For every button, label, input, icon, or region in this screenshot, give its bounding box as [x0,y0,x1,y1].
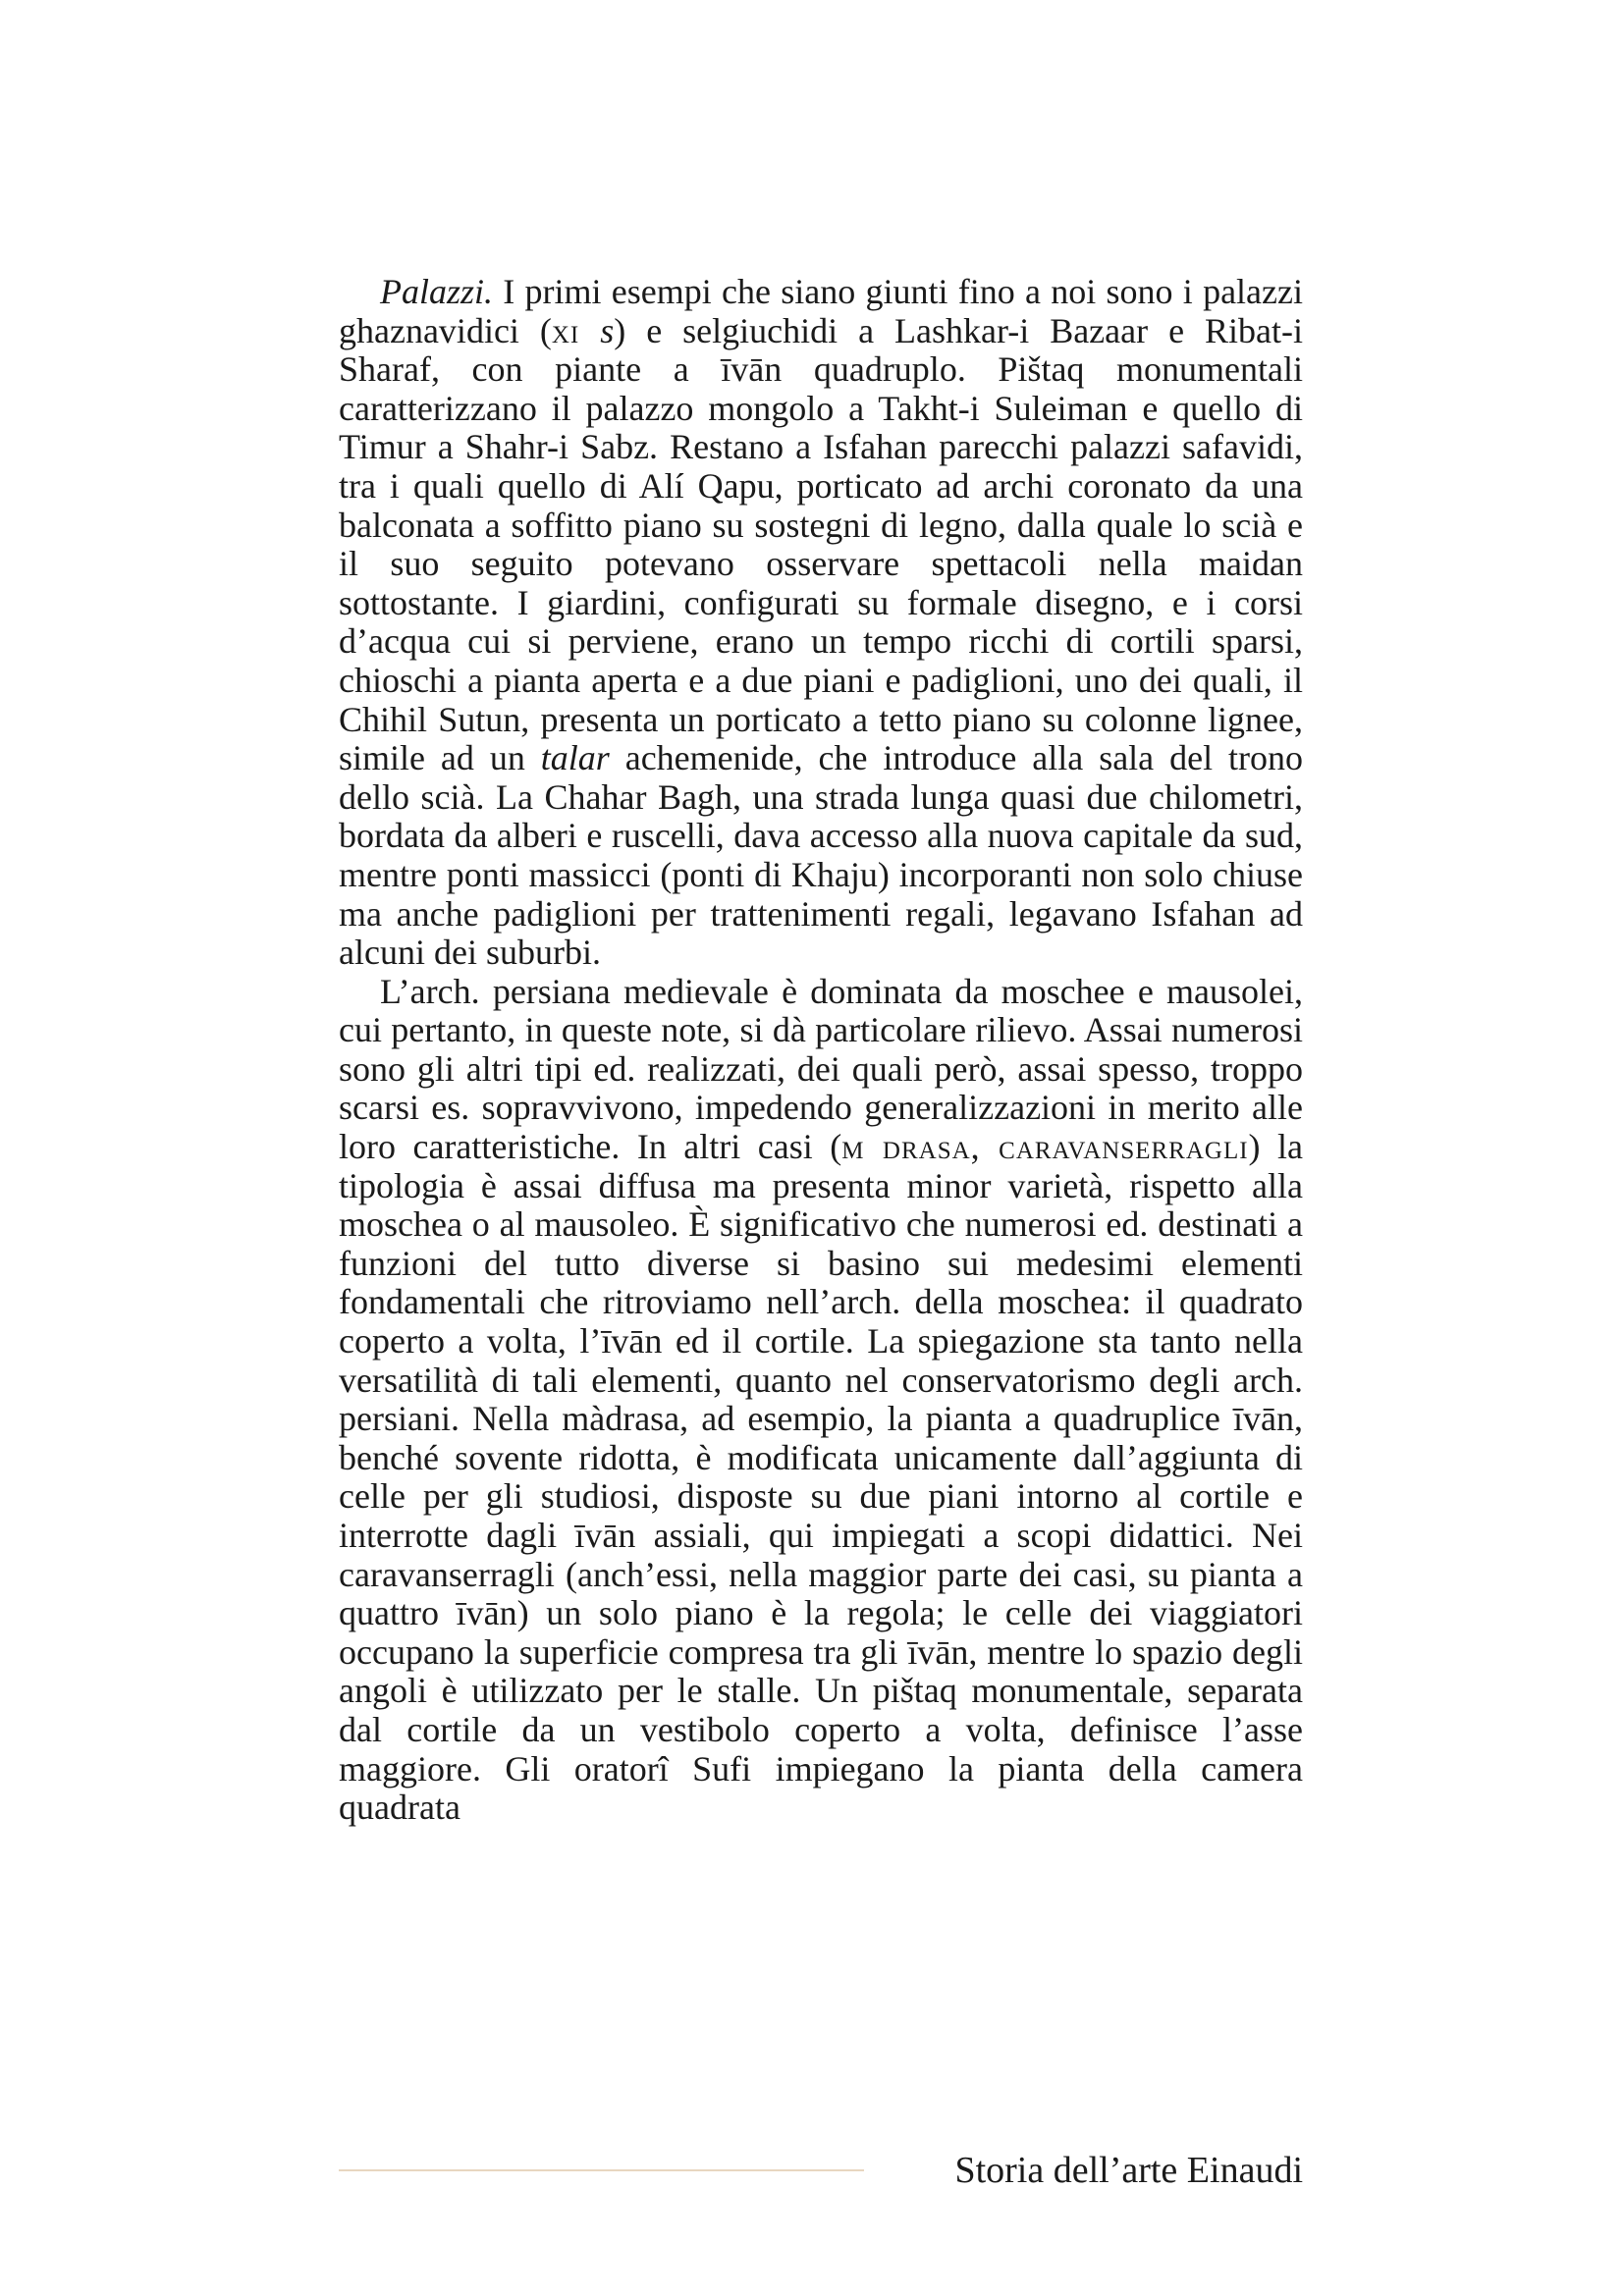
footer-rule [339,2169,864,2171]
century-numeral: xi [551,310,580,350]
paragraph-palazzi [339,273,1303,973]
paragraph-text: I primi esempi che siano giunti fino a noi sono i palazzi ghaznavidici ( [339,272,1303,350]
paragraph-text: ) e selgiuchidi a Lashkar-i Bazaar e Ribat-i Sharaf, con piante a īvān quadruplo. Pištaq monumentali caratterizzano il palazzo mongolo a Takht-i Suleiman e quello di Timur a Shahr-i Sabz. Restano a Isfahan parecchi palazzi safavidi, tra i quali quello di Alí Qapu, porticato ad archi coronato da una balconata a soffitto piano su sostegni di legno, dalla quale lo scià e il suo seguito potevano osservare spettacoli nella maidan sottostante. I giardini, configurati su formale disegno, e i corsi d’acqua cui si perviene, erano un tempo ricchi di cortili sparsi, chioschi a pianta aperta e a due piani e padiglioni, uno dei quali, il Chihil Sutun, presenta un porticato a tetto piano su colonne lignee, simile ad un [339,310,1303,778]
footer-title: Storia dell’arte Einaudi [954,2150,1303,2191]
paragraph-text: ) la tipologia è assai diffusa ma presenta minor varietà, rispetto alla moschea o al mausoleo. È significativo che numerosi ed. destinati a funzioni del tutto diverse si basino sui medesimi elementi fondamentali che ritroviamo nell’arch. della moschea: il quadrato coperto a volta, l’īvān ed il cortile. La spiegazione sta tanto nella versatilità di tali elementi, quanto nel conservatorismo degli arch. persiani. Nella màdrasa, ad esempio, la pianta a quadruplice īvān, benché sovente ridotta, è modificata unicamente dall’aggiunta di celle per gli studiosi, disposte su due piani intorno al cortile e interrotte dagli īvān assiali, qui impiegati a scopi didattici. Nei caravanserragli (anch’essi, nella maggior parte dei casi, su pianta a quattro īvān) un solo piano è la regola; le celle dei viaggiatori occupano la superficie compresa tra gli īvān, mentre lo spazio degli angoli è utilizzato per le stalle. Un pištaq monumentale, separata dal cortile da un vestibolo coperto a volta, definisce l’asse maggiore. Gli oratorî Sufi impiegano la pianta della camera quadrata [339,1127,1303,1828]
century-abbrev: s [600,310,615,350]
article-body [339,273,1303,1828]
page-footer [339,2148,1303,2197]
section-lede: Palazzi. [380,272,494,311]
italic-term: talar [540,738,610,778]
paragraph-text: achemenide, che introduce alla sala del trono dello scià. La Chahar Bagh, una strada lunga quasi due chilometri, bordata da alberi e ruscelli, dava accesso alla nuova capitale da sud, mentre ponti massicci (ponti di Khaju) incorporanti non solo chiuse ma anche padiglioni per trattenimenti regali, legavano Isfahan ad alcuni dei suburbi. [339,738,1303,973]
paragraph-text [579,311,600,350]
paragraph-text: L’arch. persiana medievale è dominata da moschee e mausolei, cui pertanto, in queste note, si dà particolare rilievo. Assai numerosi sono gli altri tipi ed. realizzati, dei quali però, assai spesso, troppo scarsi es. sopravvivono, impedendo generalizzazioni in merito alle loro caratteristiche. In altri casi ( [339,971,1303,1167]
cross-reference: m drasa, caravanserragli [841,1127,1249,1167]
paragraph-arch-persiana [339,973,1303,1828]
